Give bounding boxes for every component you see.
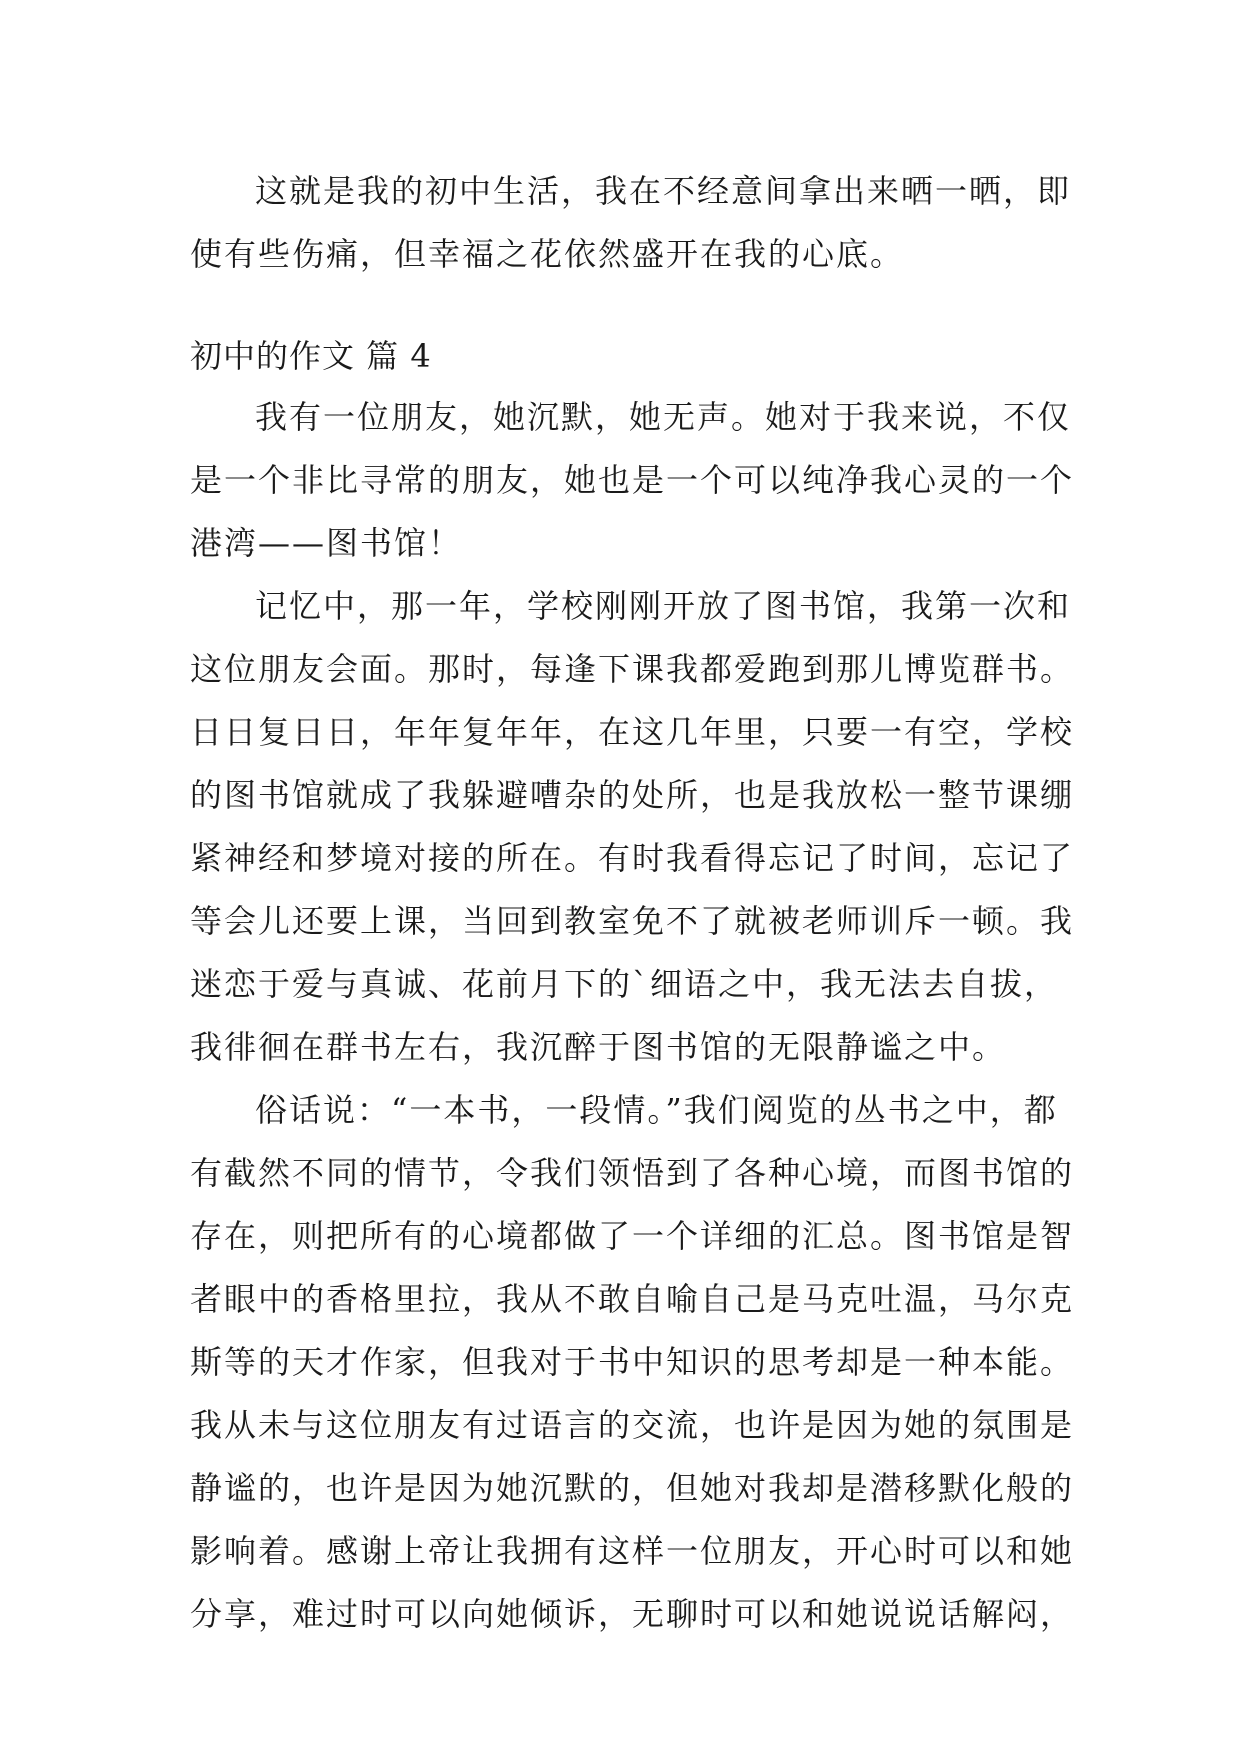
text-line: 静谧的，也许是因为她沉默的，但她对我却是潜移默化般的 <box>190 1469 1075 1507</box>
text-line: 的图书馆就成了我躲避嘈杂的处所，也是我放松一整节课绷 <box>190 776 1075 814</box>
text-line: 这就是我的初中生活，我在不经意间拿出来晒一晒，即 <box>255 172 1072 210</box>
text-line: 我从未与这位朋友有过语言的交流，也许是因为她的氛围是 <box>190 1406 1075 1444</box>
text-line: 使有些伤痛，但幸福之花依然盛开在我的心底。 <box>190 235 905 273</box>
text-line: 分享，难过时可以向她倾诉，无聊时可以和她说说话解闷， <box>190 1595 1075 1633</box>
text-line: 这位朋友会面。那时，每逢下课我都爱跑到那儿博览群书。 <box>190 650 1075 688</box>
text-line: 影响着。感谢上帝让我拥有这样一位朋友，开心时可以和她 <box>190 1532 1075 1570</box>
section-heading: 初中的作文 篇 4 <box>190 337 432 375</box>
text-line: 紧神经和梦境对接的所在。有时我看得忘记了时间，忘记了 <box>190 839 1075 877</box>
paragraph-2 <box>190 575 1075 1079</box>
text-line: 者眼中的香格里拉，我从不敢自喻自己是马克吐温，马尔克 <box>190 1280 1075 1318</box>
text-line: 存在，则把所有的心境都做了一个详细的汇总。图书馆是智 <box>190 1217 1075 1255</box>
text-line: 日日复日日，年年复年年，在这几年里，只要一有空，学校 <box>190 713 1075 751</box>
text-line: 等会儿还要上课，当回到教室免不了就被老师训斥一顿。我 <box>190 902 1075 940</box>
document-body <box>190 160 1075 1646</box>
text-line: 我有一位朋友，她沉默，她无声。她对于我来说，不仅 <box>255 398 1072 436</box>
text-line: 斯等的天才作家，但我对于书中知识的思考却是一种本能。 <box>190 1343 1075 1381</box>
text-line: 俗话说：“一本书，一段情。”我们阅览的丛书之中，都 <box>255 1091 1058 1129</box>
text-line: 是一个非比寻常的朋友，她也是一个可以纯净我心灵的一个 <box>190 461 1075 499</box>
paragraph-1 <box>190 386 1075 575</box>
paragraph-3 <box>190 1079 1075 1646</box>
text-line: 我徘徊在群书左右，我沉醉于图书馆的无限静谧之中。 <box>190 1028 1007 1066</box>
text-line: 迷恋于爱与真诚、花前月下的`细语之中，我无法去自拔， <box>190 965 1059 1003</box>
text-line: 港湾——图书馆！ <box>190 524 463 562</box>
text-line: 有截然不同的情节，令我们领悟到了各种心境，而图书馆的 <box>190 1154 1075 1192</box>
paragraph-intro <box>190 160 1072 286</box>
text-line: 记忆中，那一年，学校刚刚开放了图书馆，我第一次和 <box>255 587 1072 625</box>
